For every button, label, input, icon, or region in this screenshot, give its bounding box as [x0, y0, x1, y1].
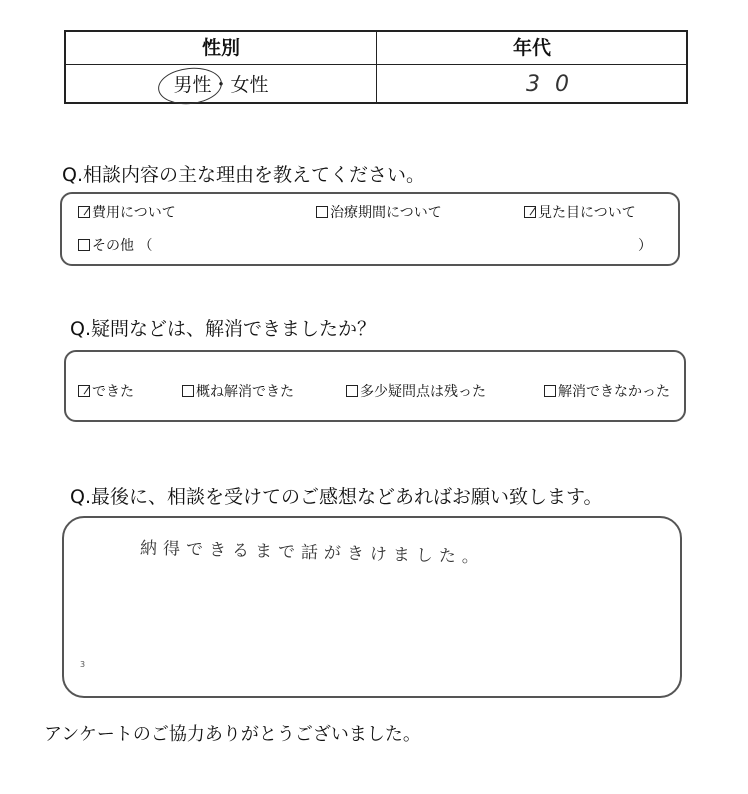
q1-option-duration[interactable]: 治療期間について	[316, 202, 442, 222]
question-2: Q.疑問などは、解消できましたか？	[70, 318, 376, 340]
gender-cell	[66, 66, 376, 104]
q2-option-mostly[interactable]: 概ね解消できた	[182, 381, 294, 401]
gender-female[interactable]: 女性	[230, 74, 269, 96]
q1-option-appearance[interactable]: 見た目について	[524, 202, 636, 222]
q1-option-other[interactable]: その他 （	[78, 235, 152, 255]
question-3: Q.最後に、相談を受けてのご感想などあればお願い致します。	[70, 486, 603, 508]
checkbox-checked-icon[interactable]	[524, 206, 536, 218]
checkbox-icon[interactable]	[182, 385, 194, 397]
checkbox-checked-icon[interactable]	[78, 206, 90, 218]
q2-option-yes[interactable]: できた	[78, 381, 134, 401]
q3-answer-text[interactable]: 納得できるまで話がきけました。	[139, 538, 486, 568]
gender-male[interactable]: 男性	[173, 74, 212, 96]
profile-table	[64, 30, 688, 104]
checkbox-icon[interactable]	[544, 385, 556, 397]
gender-header: 性別	[201, 37, 240, 59]
table-divider	[376, 32, 377, 102]
table-divider	[66, 64, 686, 65]
checkbox-icon[interactable]	[316, 206, 328, 218]
q2-option-no[interactable]: 解消できなかった	[544, 381, 670, 401]
gender-separator: ・	[211, 74, 231, 96]
footer-thanks: アンケートのご協力ありがとうございました。	[44, 724, 421, 745]
checkbox-checked-icon[interactable]	[78, 385, 90, 397]
age-header: 年代	[512, 37, 551, 59]
checkbox-icon[interactable]	[78, 239, 90, 251]
checkbox-icon[interactable]	[346, 385, 358, 397]
question-1: Q.相談内容の主な理由を教えてください。	[62, 164, 425, 186]
q1-other-close: ）	[638, 238, 652, 254]
q3-mark: 3	[80, 660, 86, 669]
q1-option-cost[interactable]: 費用について	[78, 202, 176, 222]
age-value[interactable]: 3 0	[526, 72, 573, 97]
q2-option-some-doubt[interactable]: 多少疑問点は残った	[346, 381, 486, 401]
